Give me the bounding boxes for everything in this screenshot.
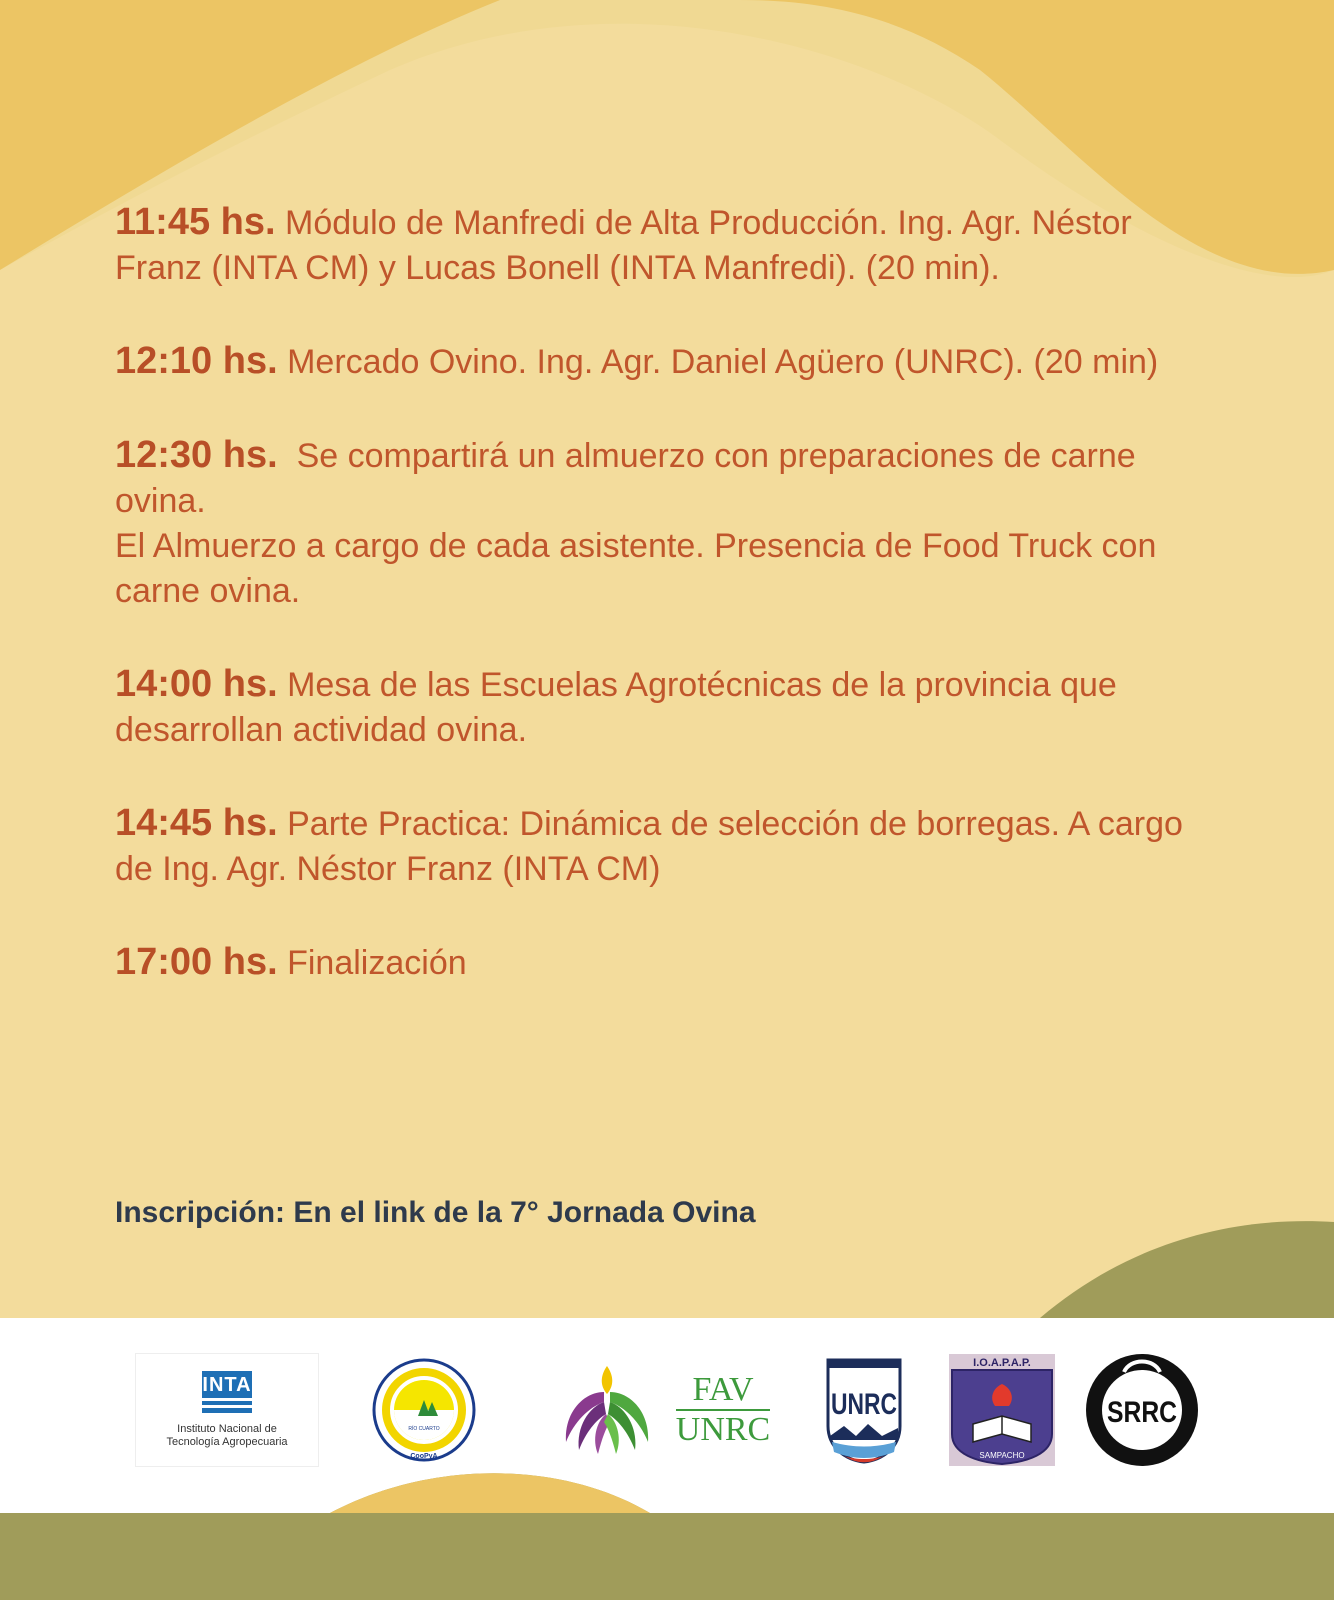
coopya-place: RÍO CUARTO bbox=[408, 1426, 440, 1432]
schedule-extra-text: El Almuerzo a cargo de cada asistente. Presencia de Food Truck con carne ovina. bbox=[115, 527, 1157, 610]
inta-mark bbox=[202, 1371, 252, 1413]
ioapap-name: I.O.A.P.A.P. bbox=[973, 1357, 1031, 1369]
schedule-text: Mercado Ovino. Ing. Agr. Daniel Agüero (UNRC). (20 min) bbox=[287, 343, 1159, 381]
footer-wave bbox=[0, 1440, 1334, 1600]
schedule-text: Parte Practica: Dinámica de selección de borregas. A cargo de Ing. Agr. Néstor Franz (INTA CM) bbox=[115, 805, 1183, 888]
schedule-time: 12:10 hs. bbox=[115, 340, 278, 382]
fav-line2: UNRC bbox=[675, 1411, 771, 1448]
schedule-time: 14:00 hs. bbox=[115, 663, 278, 705]
schedule-text: Módulo de Manfredi de Alta Producción. Ing. Agr. Néstor Franz (INTA CM) y Lucas Bonell (INTA Manfredi). (20 min). bbox=[115, 204, 1132, 287]
ioapap-place: SAMPACHO bbox=[979, 1451, 1025, 1460]
schedule-time: 12:30 hs. bbox=[115, 434, 278, 476]
schedule bbox=[115, 200, 1225, 1034]
coopya-name: CooPyA bbox=[410, 1453, 438, 1460]
schedule-item bbox=[115, 339, 1225, 385]
registration-note: Inscripción: En el link de la 7° Jornada Ovina bbox=[115, 1196, 756, 1229]
fav-wordmark bbox=[676, 1371, 770, 1449]
srrc-initials: SRRC bbox=[1107, 1396, 1177, 1429]
schedule-text: Mesa de las Escuelas Agrotécnicas de la provincia que desarrollan actividad ovina. bbox=[115, 666, 1117, 749]
schedule-time: 11:45 hs. bbox=[115, 201, 276, 243]
inta-name-line1: Instituto Nacional de bbox=[177, 1423, 277, 1435]
fav-line1: FAV bbox=[692, 1371, 754, 1408]
schedule-item bbox=[115, 433, 1225, 614]
inta-name-line2: Tecnología Agropecuaria bbox=[166, 1436, 288, 1448]
schedule-item bbox=[115, 662, 1225, 753]
schedule-text: Se compartirá un almuerzo con preparaciones de carne ovina. bbox=[115, 437, 1136, 520]
schedule-time: 17:00 hs. bbox=[115, 941, 278, 983]
schedule-text: Finalización bbox=[287, 944, 467, 982]
schedule-item bbox=[115, 200, 1225, 291]
schedule-item bbox=[115, 801, 1225, 892]
schedule-item bbox=[115, 940, 1225, 986]
schedule-time: 14:45 hs. bbox=[115, 802, 278, 844]
unrc-shield-text: UNRC bbox=[831, 1388, 897, 1421]
inta-mark-text: INTA bbox=[202, 1374, 252, 1396]
